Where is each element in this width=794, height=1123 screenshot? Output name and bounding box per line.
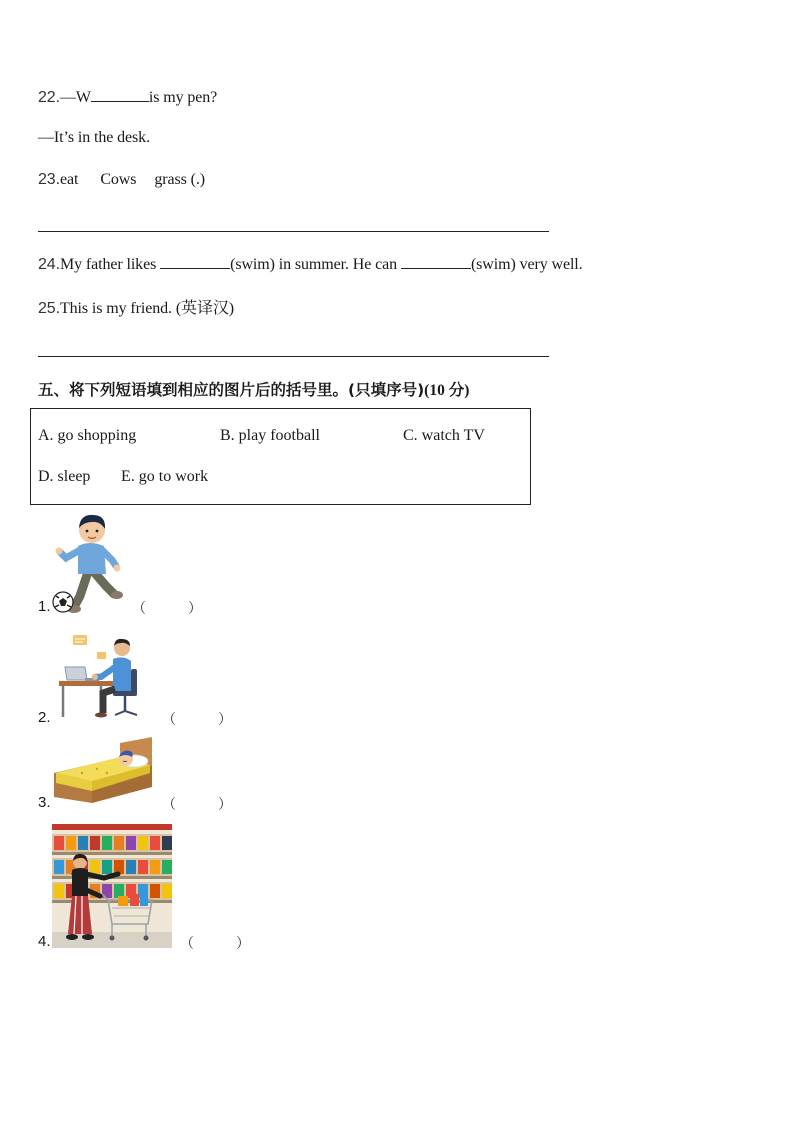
item-number: 3. xyxy=(38,794,51,811)
option-c: C. watch TV xyxy=(403,427,485,444)
sentence-part: (swim) very well. xyxy=(470,256,583,273)
answer-line[interactable] xyxy=(38,231,549,232)
answer-paren[interactable]: （ ） xyxy=(162,712,232,728)
word-3: grass (.) xyxy=(154,171,206,188)
item-number: 2. xyxy=(38,709,51,726)
question-number: 22. xyxy=(38,89,60,106)
item-number: 1. xyxy=(38,598,51,615)
section-title xyxy=(38,378,469,400)
answer-line[interactable] xyxy=(38,356,549,357)
option-e: E. go to work xyxy=(121,468,209,485)
options-box xyxy=(30,408,531,505)
word-1: eat xyxy=(59,171,79,188)
boy-playing-football-image xyxy=(50,512,128,616)
question-suffix: is my pen? xyxy=(148,89,218,106)
question-number: 25. xyxy=(38,300,60,317)
fill-blank[interactable] xyxy=(91,88,149,102)
fill-blank[interactable] xyxy=(160,255,230,269)
question-number: 23. xyxy=(38,171,60,188)
option-b: B. play football xyxy=(220,427,320,444)
option-a: A. go shopping xyxy=(38,427,137,444)
answer-paren[interactable]: （ ） xyxy=(132,601,202,617)
child-sleeping-in-bed-image xyxy=(52,735,154,805)
question-22 xyxy=(38,88,217,107)
question-prefix: —W xyxy=(59,89,91,106)
fill-blank[interactable] xyxy=(401,255,471,269)
sentence-part: My father likes xyxy=(59,256,157,273)
question-number: 24. xyxy=(38,256,60,273)
question-23 xyxy=(38,171,205,189)
question-24 xyxy=(38,255,583,274)
sentence-part: (swim) in summer. He can xyxy=(230,256,398,273)
question-25 xyxy=(38,295,234,318)
option-d: D. sleep xyxy=(38,468,91,485)
question-22-reply: —It’s in the desk. xyxy=(38,129,150,146)
question-text: This is my friend. (英译汉) xyxy=(59,300,234,317)
section-score: (10 分) xyxy=(424,382,470,399)
man-working-at-desk-image xyxy=(55,631,147,719)
answer-paren[interactable]: （ ） xyxy=(162,797,232,813)
item-number: 4. xyxy=(38,933,51,950)
answer-paren[interactable]: （ ） xyxy=(180,936,250,952)
word-2: Cows xyxy=(100,171,137,188)
section-title-text: 五、将下列短语填到相应的图片后的括号里。(只填序号) xyxy=(38,381,425,399)
woman-shopping-in-supermarket-image xyxy=(52,824,172,948)
